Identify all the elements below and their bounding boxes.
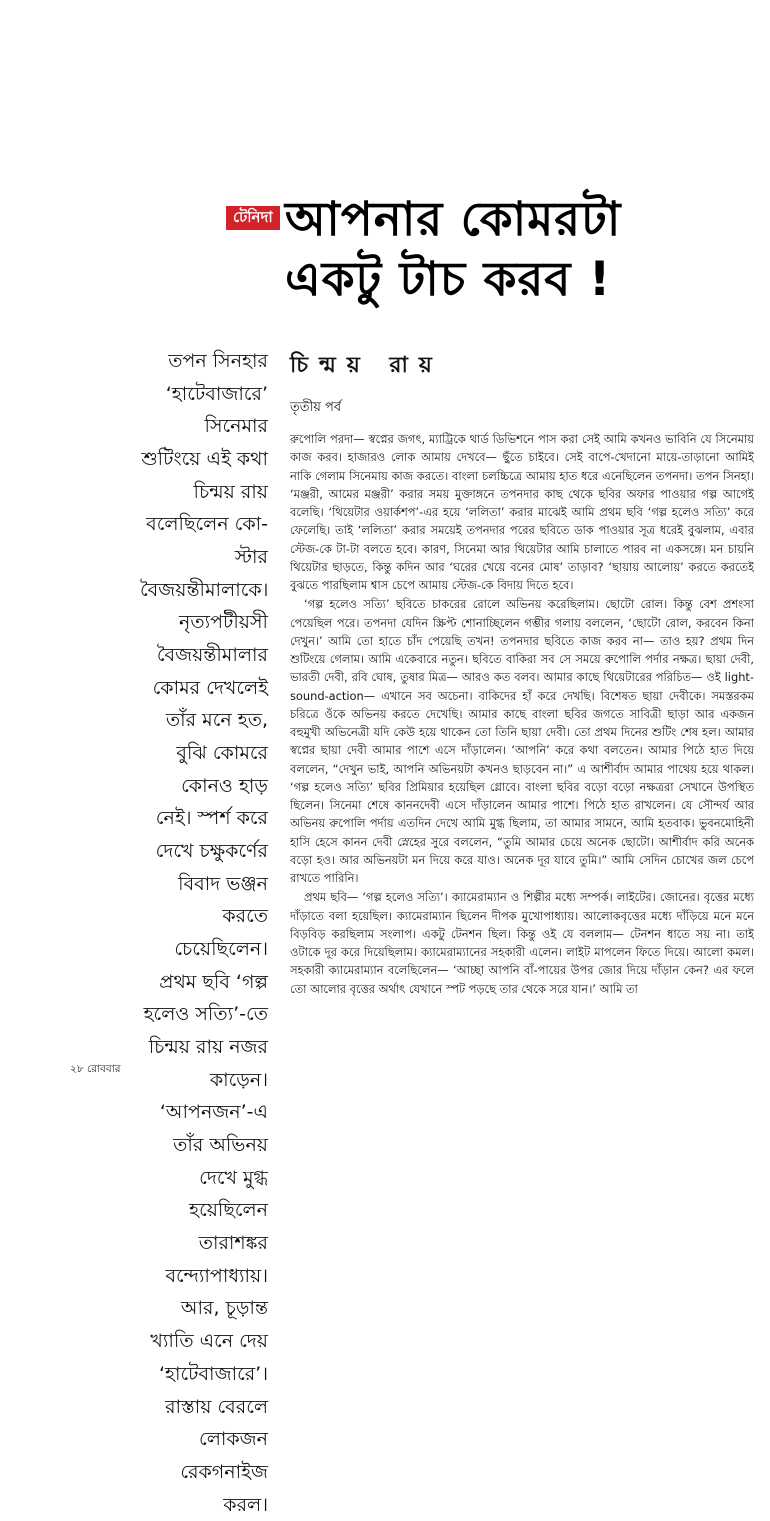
paragraph: রুপোলি পরদা— স্বপ্নের জগৎ, ম্যাট্রিকে থার্ড ডিভিশনে পাস করা সেই আমি কখনও ভাবিনি যে সিনেমায় কাজ করব। হাজারও লোক আমায় দেখবে— ছুঁতে চাইবে। সেই বাপে-খেদানো মায়ে-তাড়ানো আমিই নাকি গেলাম সিনেমায় কাজ করতে। বাংলা চলচ্চিত্রে আমায় হাত ধরে এনেছিলেন তপনদা। তপন সিনহা। ‘মঞ্জরী, আমের মঞ্জরী’ করার সময় মুক্তাঙ্গনে তপনদার কাছ থেকে ছবির অফার পাওয়ার গল্প আগেই বলেছি। ‘থিয়েটার ওয়ার্কশপ’-এর হয়ে ‘ললিতা’ করার মাঝেই আমি প্রথম ছবি ‘গল্প হলেও সত্যি’ করে ফেলেছি। তাই ‘ললিতা’ করার সময়েই তপনদার পরের ছবিতে ডাক পাওয়ার সূত্র ধরেই বুঝলাম, এবার স্টেজ-কে টা-টা বলতে হবে। কারণ, সিনেমা আর থিয়েটার আমি চালাতে পারব না একসঙ্গে। মন চায়নি থিয়েটার ছাড়তে, কিন্তু কদিন আর ‘ঘরের খেয়ে বনের মোষ’ তাড়াব? ‘ছায়ায় আলোয়’ করতে করতেই বুঝতে পারছিলাম শ্বাস চেপে আমায় স্টেজ-কে বিদায় দিতে হবে। [290, 432, 754, 592]
page-footer: ২৮ রোববার [70, 1063, 121, 1075]
paragraph: ‘গল্প হলেও সত্যি’ ছবিতে চাকরের রোলে অভিনয় করেছিলাম। ছোটো রোল। কিন্তু বেশ প্রশংসা পেয়েছিল পরে। তপনদা যেদিন স্ক্রিপ্ট শোনাচ্ছিলেন গম্ভীর গলায় বললেন, ‘ছোটো রোল, করবেন কিনা দেখুন।’ আমি তো হাতে চাঁদ পেয়েছি তখন! তপনদার ছবিতে কাজ করব না— তাও হয়? প্রথম দিন শুটিংয়ে গেলাম। আমি একেবারে নতুন। ছবিতে বাকিরা সব সে সময়ে রুপোলি পর্দার নক্ষত্র। ছায়া দেবী, ভারতী দেবী, রবি ঘোষ, তুষার মিত্র— আরও কত বলব। আমার কাছে থিয়েটারের পরিচিত— ওই light-sound-action— এখানে সব অচেনা। বাকিদের হাঁ করে দেখছি। বিশেষত ছায়া দেবীকে। সমস্তরকম চরিত্রে ওঁকে অভিনয় করতে দেখেছি। আমার কাছে বাংলা ছবির জগতে সাবিত্রী ছাড়া আর একজন বহুমুখী অভিনেত্রী যদি কেউ হয়ে থাকেন তো তিনি ছায়া দেবী। তো প্রথম দিনের শুটিং শেষ হল। আমার স্বপ্নের ছায়া দেবী আমার পাশে এসে দাঁড়ালেন। ‘আপনি’ করে কথা বলতেন। আমার পিঠে হাত দিয়ে বললেন, “দেখুন ভাই, আপনি অভিনয়টা কখনও ছাড়বেন না।” এ আশীর্বাদ আমার পাথেয় হয়ে থাকল। ‘গল্প হলেও সত্যি’ ছবির প্রিমিয়ার হয়েছিল গ্লোবে। বাংলা ছবির বড়ো বড়ো নক্ষত্ররা সেখানে উপস্থিত ছিলেন। সিনেমা শেষে কাননদেবী এসে দাঁড়ালেন আমার পাশে। পিঠে হাত রাখলেন। যে সৌন্দর্য আর অভিনয় রুপোলি পর্দায় এতদিন দেখে আমি মুগ্ধ ছিলাম, তা আমার সামনে, আমি হতবাক। ভুবনমোহিনী হাসি হেসে কানন দেবী স্নেহের সুরে বললেন, “তুমি আমার চেয়ে অনেক ছোটো। আশীর্বাদ করি অনেক বড়ো হও। আর অভিনয়টা মন দিয়ে করে যাও। অনেক দূর যাবে তুমি।” আমি সেদিন চোখের জল চেপে রাখতে পারিনি। [290, 597, 754, 885]
article-body [290, 430, 754, 1066]
headline-line-2: একটু টাচ করব ! [285, 252, 612, 308]
headline [285, 190, 755, 310]
byline: চিন্ময় রায় [290, 353, 443, 378]
part-label: তৃতীয় পর্ব [290, 400, 342, 415]
headline-line-1: আপনার কোমরটা [285, 192, 622, 247]
paragraph: প্রথম ছবি— ‘গল্প হলেও সত্যি’। ক্যামেরাম্যান ও শিল্পীর মধ্যে সম্পর্ক। লাইটের। জোনের। বৃত্তের মধ্যে দাঁড়াতে বলা হয়েছিল। ক্যামেরাম্যান ছিলেন দীপক মুখোপাধ্যায়। আলোকবৃত্তের মধ্যে দাঁড়িয়ে মনে মনে বিড়বিড় করছিলাম সংলাপ। একটু টেনশন ছিল। কিন্তু ওই যে বললাম— টেনশন ধাতে সয় না। তাই ওটাকে দূর করে দিয়েছিলাম। ক্যামেরাম্যানের সহকারী এলেন। লাইট মাপলেন ফিতে দিয়ে। আলো কমল। সহকারী ক্যামেরাম্যান বলেছিলেন— ‘আচ্ছা আপনি বাঁ-পায়ের উপর জোর দিয়ে দাঁড়ান কেন? এর ফলে তো আলোর বৃত্তের অর্থাৎ যেখানে স্পট পড়ছে তার থেকে সরে যান।’ আমি তা [290, 890, 754, 996]
section-tag: টেনিদা [226, 206, 280, 230]
pull-quote: তপন সিনহার ‘হাটেবাজারে’ সিনেমার শুটিংয়ে এই কথা চিন্ময় রায় বলেছিলেন কো-স্টার বৈজয়ন্তীমালাকে। নৃত্যপটীয়সী বৈজয়ন্তীমালার কোমর দেখলেই তাঁর মনে হত, বুঝি কোমরে কোনও হাড় নেই। স্পর্শ করে দেখে চক্ষুকর্ণের বিবাদ ভঞ্জন করতে চেয়েছিলেন। প্রথম ছবি ‘গল্প হলেও সত্যি’-তে চিন্ময় রায় নজর কাড়েন। ‘আপনজন’-এ তাঁর অভিনয় দেখে মুগ্ধ হয়েছিলেন তারাশঙ্কর বন্দ্যোপাধ্যায়। আর, চূড়ান্ত খ্যাতি এনে দেয় ‘হাটেবাজারে’। রাস্তায় বেরলে লোকজন রেকগনাইজ করল। [140, 350, 269, 1516]
